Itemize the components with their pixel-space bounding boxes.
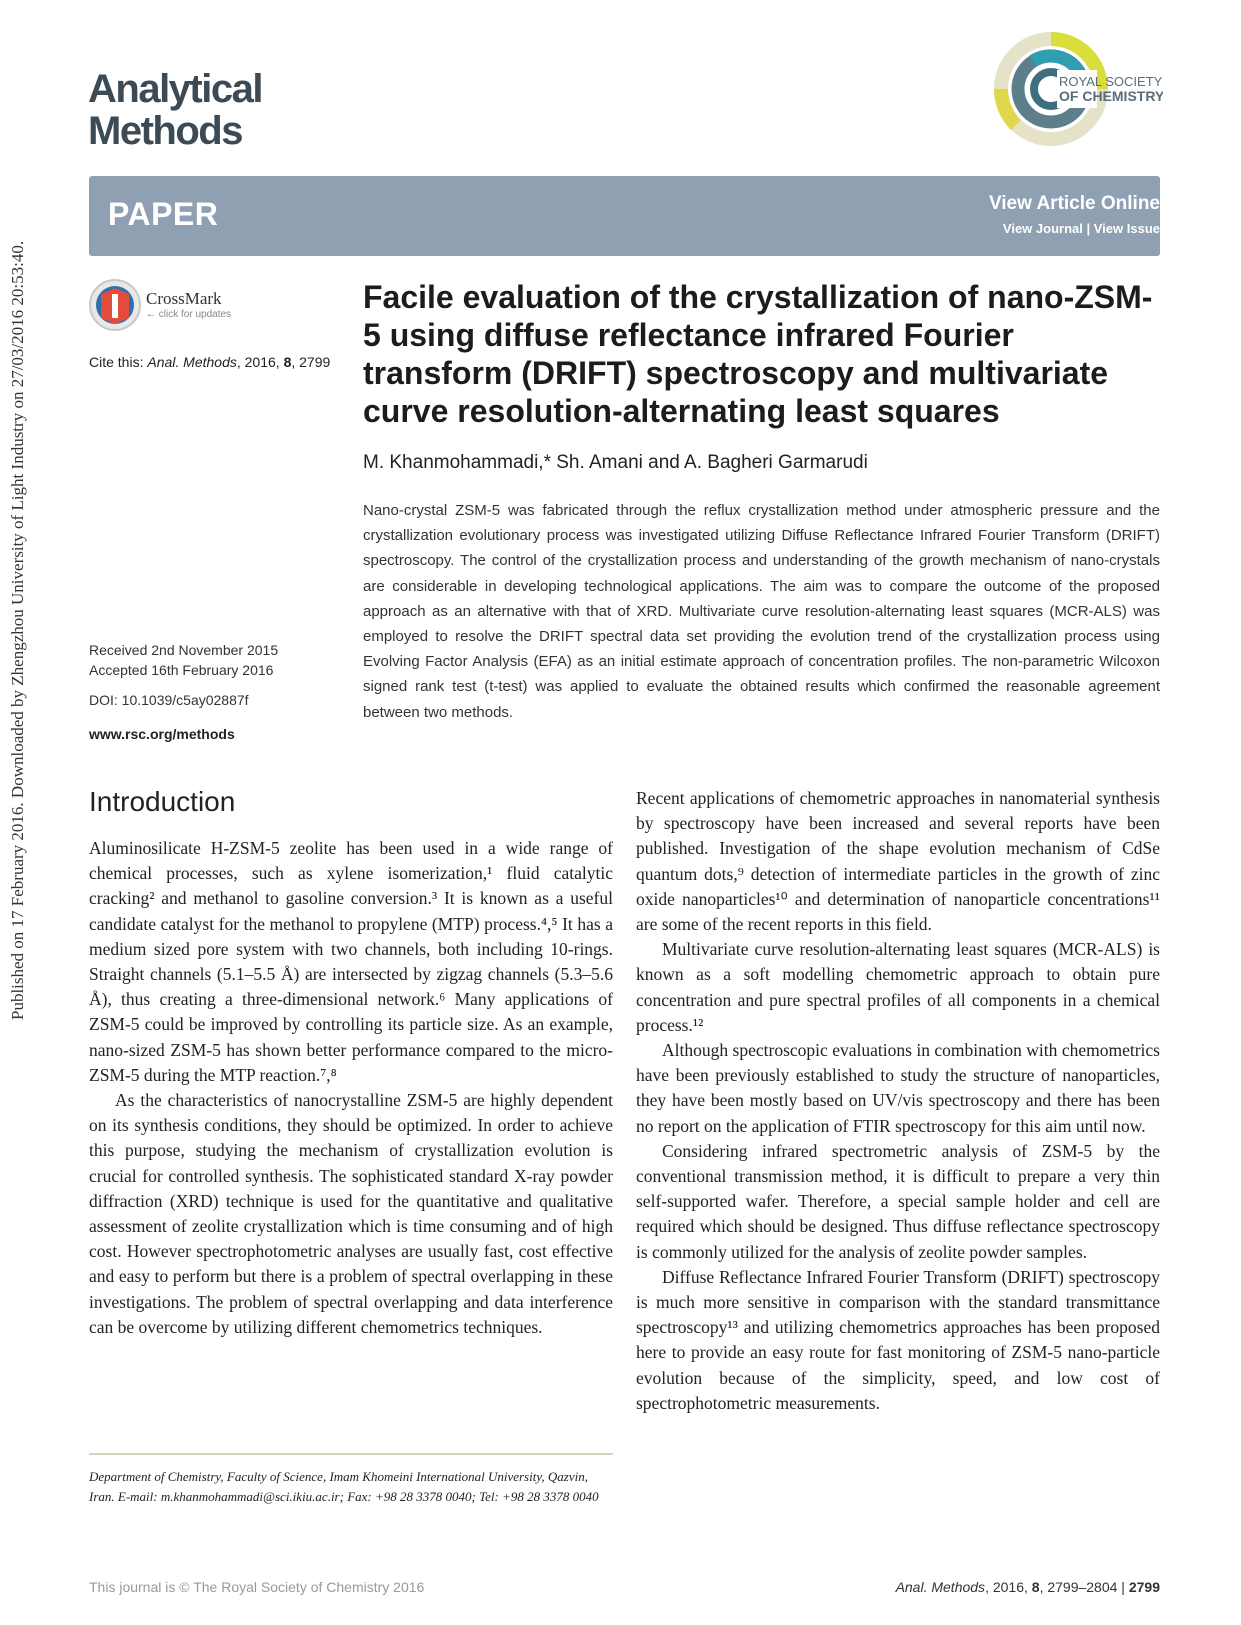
paragraph: Aluminosilicate H-ZSM-5 zeolite has been used in a wide range of chemical processes, such as xylene isomerization,¹ fluid catalytic cracking² and methanol to gasoline conversion.³ It is known as a useful candidate catalyst for the methanol to propylene (MTP) process.⁴,⁵ It has a medium sized pore system with two channels, both including 10-rings. Straight channels (5.1–5.5 Å) are intersected by zigzag channels (5.3–5.6 Å), thus creating a three-dimensional network.⁶ Many applications of ZSM-5 could be improved by controlling its particle size. As an example, nano-sized ZSM-5 has shown better performance compared to the micro-ZSM-5 during the MTP reaction.⁷,⁸ [89, 838, 613, 1085]
page-footer: Anal. Methods, 2016, 8, 2799–2804 | 2799 [895, 1579, 1160, 1595]
left-column [89, 836, 613, 1340]
journal-title [88, 68, 388, 152]
rsc-logo-line1: ROYAL SOCIETY [1059, 74, 1163, 89]
paper-title: Facile evaluation of the crystallization of nano-ZSM-5 using diffuse reflectance infrared Fourier transform (DRIFT) spectroscopy and multivariate curve resolution-alternating least squares [363, 279, 1153, 429]
crossmark-sublabel: ← click for updates [146, 309, 232, 320]
view-links-separator: | [1082, 221, 1094, 236]
abstract: Nano-crystal ZSM-5 was fabricated through the reflux crystallization method under atmospheric pressure and the crystallization evolutionary process was investigated utilizing Diffuse Reflectance Infrared Fourier Transform (DRIFT) spectroscopy. The control of the crystallization process and understanding of the growth mechanism of nano-crystals are considerable in developing technological applications. The aim was to compare the outcome of the proposed approach as an alternative with that of XRD. Multivariate curve resolution-alternating least squares (MCR-ALS) was employed to resolve the DRIFT spectral data set providing the evolution trend of the crystallization process using Evolving Factor Analysis (EFA) as an initial estimate approach of concentration profiles. The non-parametric Wilcoxon signed rank test (t-test) was applied to evaluate the obtained results which confirmed the reasonable agreement between two methods. [363, 502, 1160, 721]
arrow-left-icon: ← [146, 309, 156, 320]
journal-title-line1: Analytical [88, 67, 262, 111]
crossmark-icon [88, 278, 142, 332]
view-issue-link[interactable]: View Issue [1093, 221, 1160, 236]
paragraph: Multivariate curve resolution-alternating least squares (MCR-ALS) is known as a soft modelling chemometric approach to obtain pure concentration and pure spectral profiles of all components in a chemical process.¹² [636, 939, 1160, 1035]
received-date: Received 2nd November 2015 [89, 642, 279, 658]
paragraph: Diffuse Reflectance Infrared Fourier Transform (DRIFT) spectroscopy is much more sensitive in comparison with the standard transmittance spectroscopy¹³ and utilizing chemometrics approaches has been proposed here to provide an easy route for fast monitoring of ZSM-5 nano-particle evolution because of the simplicity, speed, and low cost of spectrophotometric measurements. [636, 1266, 1160, 1413]
page-number: 2799 [1128, 1579, 1160, 1595]
journal-title-line2: Methods [88, 109, 242, 153]
paragraph: Recent applications of chemometric approaches in nanomaterial synthesis by spectroscopy have been increased and several reports have been published. Investigation of the shape evolution mechanism of CdSe quantum dots,⁹ detection of intermediate particles in the growth of zinc oxide nanoparticles¹⁰ and determination of nanoparticle concentrations¹¹ are some of the recent reports in this field. [636, 788, 1160, 935]
journal-website-link[interactable]: www.rsc.org/methods [89, 726, 235, 742]
paragraph: Although spectroscopic evaluations in combination with chemometrics have been previously established to study the structure of nanoparticles, they have been mostly based on UV/vis spectroscopy and there has been no report on the application of FTIR spectroscopy for this aim until now. [636, 1040, 1160, 1136]
paragraph: Considering infrared spectrometric analysis of ZSM-5 by the conventional transmission method, it is difficult to prepare a very thin self-supported wafer. Therefore, a special sample holder and cell are required which should be designed. Thus diffuse reflectance spectroscopy is commonly utilized for the analysis of zeolite powder samples. [636, 1140, 1160, 1262]
footnote-divider [89, 1453, 613, 1455]
authors: M. Khanmohammadi,* Sh. Amani and A. Bagheri Garmarudi [363, 452, 868, 473]
accepted-date: Accepted 16th February 2016 [89, 662, 274, 678]
affiliation-footnote: Department of Chemistry, Faculty of Science, Imam Khomeini International University, Qazvin, Iran. E-mail: m.khanmohammadi@sci.ikiu.ac.ir; Fax: +98 28 3378 0040; Tel: +98 28 3378 0040 [89, 1469, 599, 1504]
right-column [636, 786, 1160, 1416]
article-type-label: PAPER [108, 196, 219, 232]
paragraph: As the characteristics of nanocrystalline ZSM-5 are highly dependent on its synthesis conditions, they should be optimized. In order to achieve this purpose, studying the mechanism of crystallization evolution is crucial for controlled synthesis. The sophisticated standard X-ray powder diffraction (XRD) technique is used for the quantitative and qualitative assessment of zeolite crystallization which is time consuming and of high cost. However spectrophotometric analyses are usually fast, cost effective and easy to perform but there is a problem of spectral overlapping in these investigations. The problem of spectral overlapping and data interference can be overcome by utilizing different chemometrics techniques. [89, 1090, 613, 1337]
rsc-logo-icon [993, 30, 1163, 148]
received-dates [89, 640, 278, 680]
article-type-banner [89, 176, 1160, 256]
rsc-logo-line2: OF CHEMISTRY [1059, 88, 1163, 104]
rsc-logo [993, 30, 1163, 148]
copyright-footer: This journal is © The Royal Society of Chemistry 2016 [89, 1579, 425, 1595]
section-heading: Introduction [89, 786, 236, 817]
citation: Cite this: Anal. Methods, 2016, 8, 2799 [89, 354, 331, 370]
doi: DOI: 10.1039/c5ay02887f [89, 692, 249, 708]
crossmark-label: CrossMark [146, 289, 222, 308]
view-journal-link[interactable]: View Journal [1002, 221, 1083, 236]
view-links [1003, 221, 1160, 236]
download-notice: Published on 17 February 2016. Downloaded by Zhengzhou University of Light Industry on 27/03/2016 20:53:40. [8, 240, 27, 1020]
view-article-online-link[interactable]: View Article Online [988, 193, 1160, 214]
